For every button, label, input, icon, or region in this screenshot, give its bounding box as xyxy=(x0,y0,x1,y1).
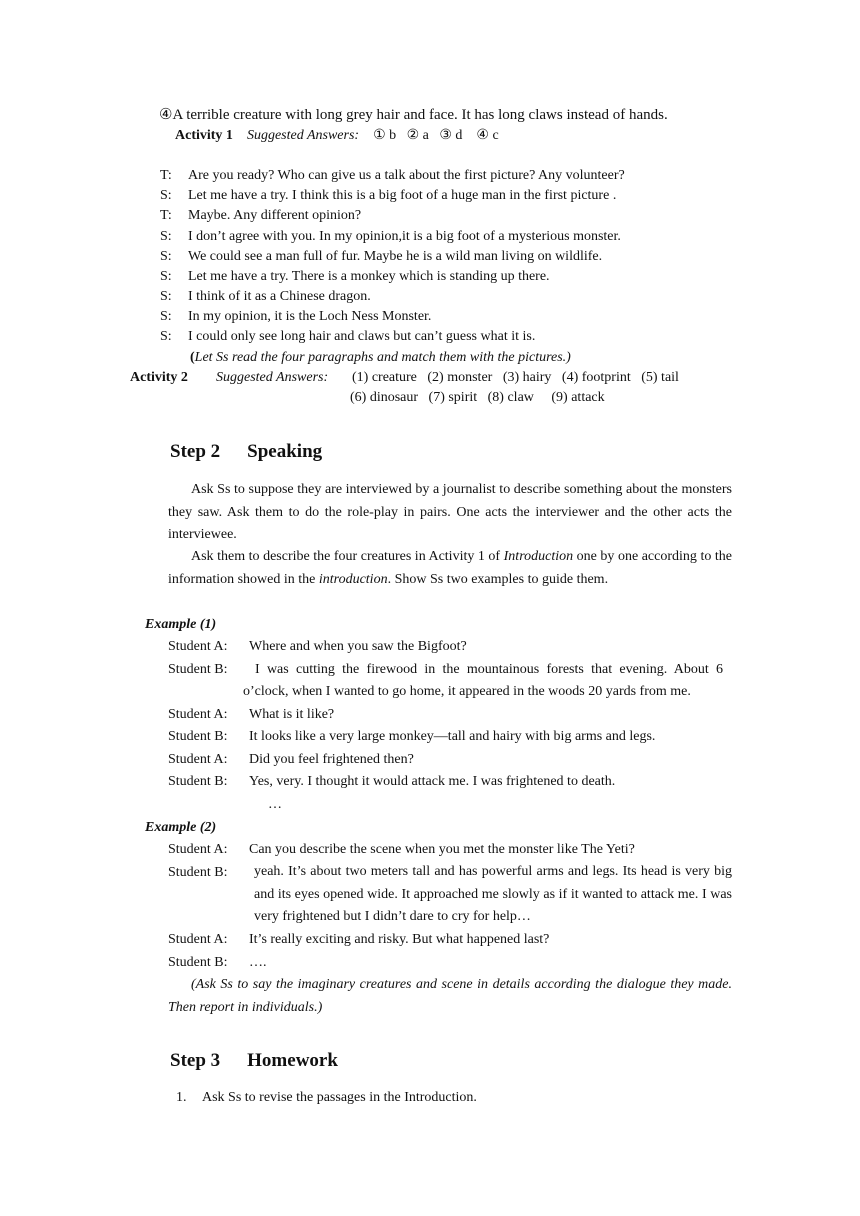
speaker: S: xyxy=(160,188,172,203)
dialogue-line xyxy=(168,751,414,769)
utterance: It looks like a very large monkey—tall and hairy with big arms and legs. xyxy=(249,729,656,744)
speaker: Student A: xyxy=(168,932,228,947)
teacher-note-1 xyxy=(190,349,571,367)
dialogue-line xyxy=(160,207,361,225)
speaker: Student B: xyxy=(168,955,228,970)
utterance: Maybe. Any different opinion? xyxy=(188,208,362,223)
utterance: What is it like? xyxy=(249,707,335,722)
utterance: I think of it as a Chinese dragon. xyxy=(188,289,371,304)
speaker: S: xyxy=(160,249,172,264)
step2-paragraph-1 xyxy=(168,479,732,547)
step-number: Step 3 xyxy=(170,1050,221,1071)
dialogue-line xyxy=(160,308,431,326)
dialogue-line xyxy=(168,728,655,746)
activity2-suggested: Suggested Answers: xyxy=(216,370,329,385)
utterance: In my opinion, it is the Loch Ness Monster. xyxy=(188,309,432,324)
activity2-answers-1: (1) creature (2) monster (3) hairy (4) footprint (5) tail xyxy=(352,370,679,385)
text-run: one by one according to the information showed in the xyxy=(168,549,732,587)
note-text: Let Ss read the four paragraphs and match them with the pictures.) xyxy=(194,350,571,365)
speaker: T: xyxy=(160,208,172,223)
utterance: Where and when you saw the Bigfoot? xyxy=(249,639,467,654)
dialogue-line xyxy=(243,683,691,701)
step-title: Speaking xyxy=(247,441,323,462)
utterance: Did you feel frightened then? xyxy=(249,752,414,767)
speaker: S: xyxy=(160,229,172,244)
speaker: Student B: xyxy=(168,865,228,880)
text-run: . Show Ss two examples to guide them. xyxy=(387,571,609,587)
utterance: It’s really exciting and risky. But what happened last? xyxy=(249,932,550,947)
speaker: S: xyxy=(160,289,172,304)
speaker: S: xyxy=(160,269,172,284)
item-number: 1. xyxy=(176,1090,187,1105)
dialogue-line xyxy=(160,167,625,185)
dialogue-line xyxy=(168,706,334,724)
utterance: o’clock, when I wanted to go home, it appeared in the woods 20 yards from me. xyxy=(243,684,691,699)
dialogue-line xyxy=(160,187,616,205)
note-open-paren: ( xyxy=(190,350,195,365)
speaker: S: xyxy=(160,309,172,324)
teacher-note-2 xyxy=(168,974,732,1019)
homework-item xyxy=(176,1089,477,1107)
step-number: Step 2 xyxy=(170,441,221,462)
text-run: Ask them to describe the four creatures in Activity 1 of xyxy=(191,549,504,564)
utterance: …. xyxy=(249,955,267,970)
utterance: Can you describe the scene when you met the monster like The Yeti? xyxy=(249,842,635,857)
speaker: Student A: xyxy=(168,707,228,722)
step2-heading xyxy=(170,441,322,463)
speaker: Student B: xyxy=(168,774,228,789)
dialogue-line xyxy=(160,268,550,286)
utterance: I was cutting the firewood in the mountainous forests that evening. About 6 xyxy=(255,662,723,677)
activity1-label: Activity 1 xyxy=(175,128,233,143)
dialogue-line xyxy=(168,661,723,679)
activity1-line xyxy=(175,127,499,145)
speaker: Student B: xyxy=(168,729,228,744)
step3-heading xyxy=(170,1050,338,1072)
speaker: Student A: xyxy=(168,752,228,767)
speaker: T: xyxy=(160,168,172,183)
dialogue-line xyxy=(168,954,267,972)
activity2-answers-2: (6) dinosaur (7) spirit (8) claw (9) attack xyxy=(350,390,605,405)
dialogue-line xyxy=(168,638,467,656)
utterance: Are you ready? Who can give us a talk about the first picture? Any volunteer? xyxy=(188,168,625,183)
item-text: Ask Ss to revise the passages in the Introduction. xyxy=(202,1090,477,1105)
utterance-block: yeah. It’s about two meters tall and has powerful arms and legs. Its head is very big and its eyes opened wide. It approached me slowly as if it wanted to attack me. I was very frightened but I didn’t dare to cry for help… xyxy=(254,864,732,924)
activity1-answers: ① b ② a ③ d ④ c xyxy=(373,128,499,143)
utterance: Yes, very. I thought it would attack me. I was frightened to death. xyxy=(249,774,616,789)
example2-label: Example (2) xyxy=(145,820,217,835)
dialogue-line xyxy=(168,773,615,791)
utterance: We could see a man full of fur. Maybe he is a wild man living on wildlife. xyxy=(188,249,603,264)
text-run-italic: introduction xyxy=(318,571,388,587)
dialogue-line xyxy=(160,288,371,306)
utterance: I could only see long hair and claws but can’t guess what it is. xyxy=(188,329,536,344)
example1-label: Example (1) xyxy=(145,617,217,632)
speaker: Student A: xyxy=(168,639,228,654)
intro-item-4: ④A terrible creature with long grey hair and face. It has long claws instead of hands. xyxy=(159,107,668,123)
dialogue-line xyxy=(168,841,635,859)
utterance: Let me have a try. There is a monkey which is standing up there. xyxy=(188,269,550,284)
paragraph-text xyxy=(168,546,732,591)
paragraph-text: Ask Ss to suppose they are interviewed by a journalist to describe something about the monsters they saw. Ask them to do the role-play in pairs. One acts the interviewer and the other acts the interviewee. xyxy=(168,482,732,542)
note-text: (Ask Ss to say the imaginary creatures and scene in details according the dialogue they made. Then report in individuals.) xyxy=(168,977,732,1015)
activity2-label: Activity 2 xyxy=(130,370,188,385)
utterance: I don’t agree with you. In my opinion,it is a big foot of a mysterious monster. xyxy=(188,229,621,244)
utterance: Let me have a try. I think this is a big foot of a huge man in the first picture . xyxy=(188,188,617,203)
dialogue-line xyxy=(160,328,535,346)
dialogue-line xyxy=(168,931,549,949)
step2-paragraph-2 xyxy=(168,546,732,591)
speaker: Student A: xyxy=(168,842,228,857)
text-run-italic: Introduction xyxy=(503,549,574,564)
speaker: S: xyxy=(160,329,172,344)
speaker: Student B: xyxy=(168,662,228,677)
ellipsis: … xyxy=(268,797,282,812)
step-title: Homework xyxy=(247,1050,338,1071)
activity1-suggested: Suggested Answers: xyxy=(246,128,360,143)
dialogue-line xyxy=(160,248,602,266)
dialogue-line xyxy=(160,228,621,246)
activity2-line1 xyxy=(130,369,188,387)
